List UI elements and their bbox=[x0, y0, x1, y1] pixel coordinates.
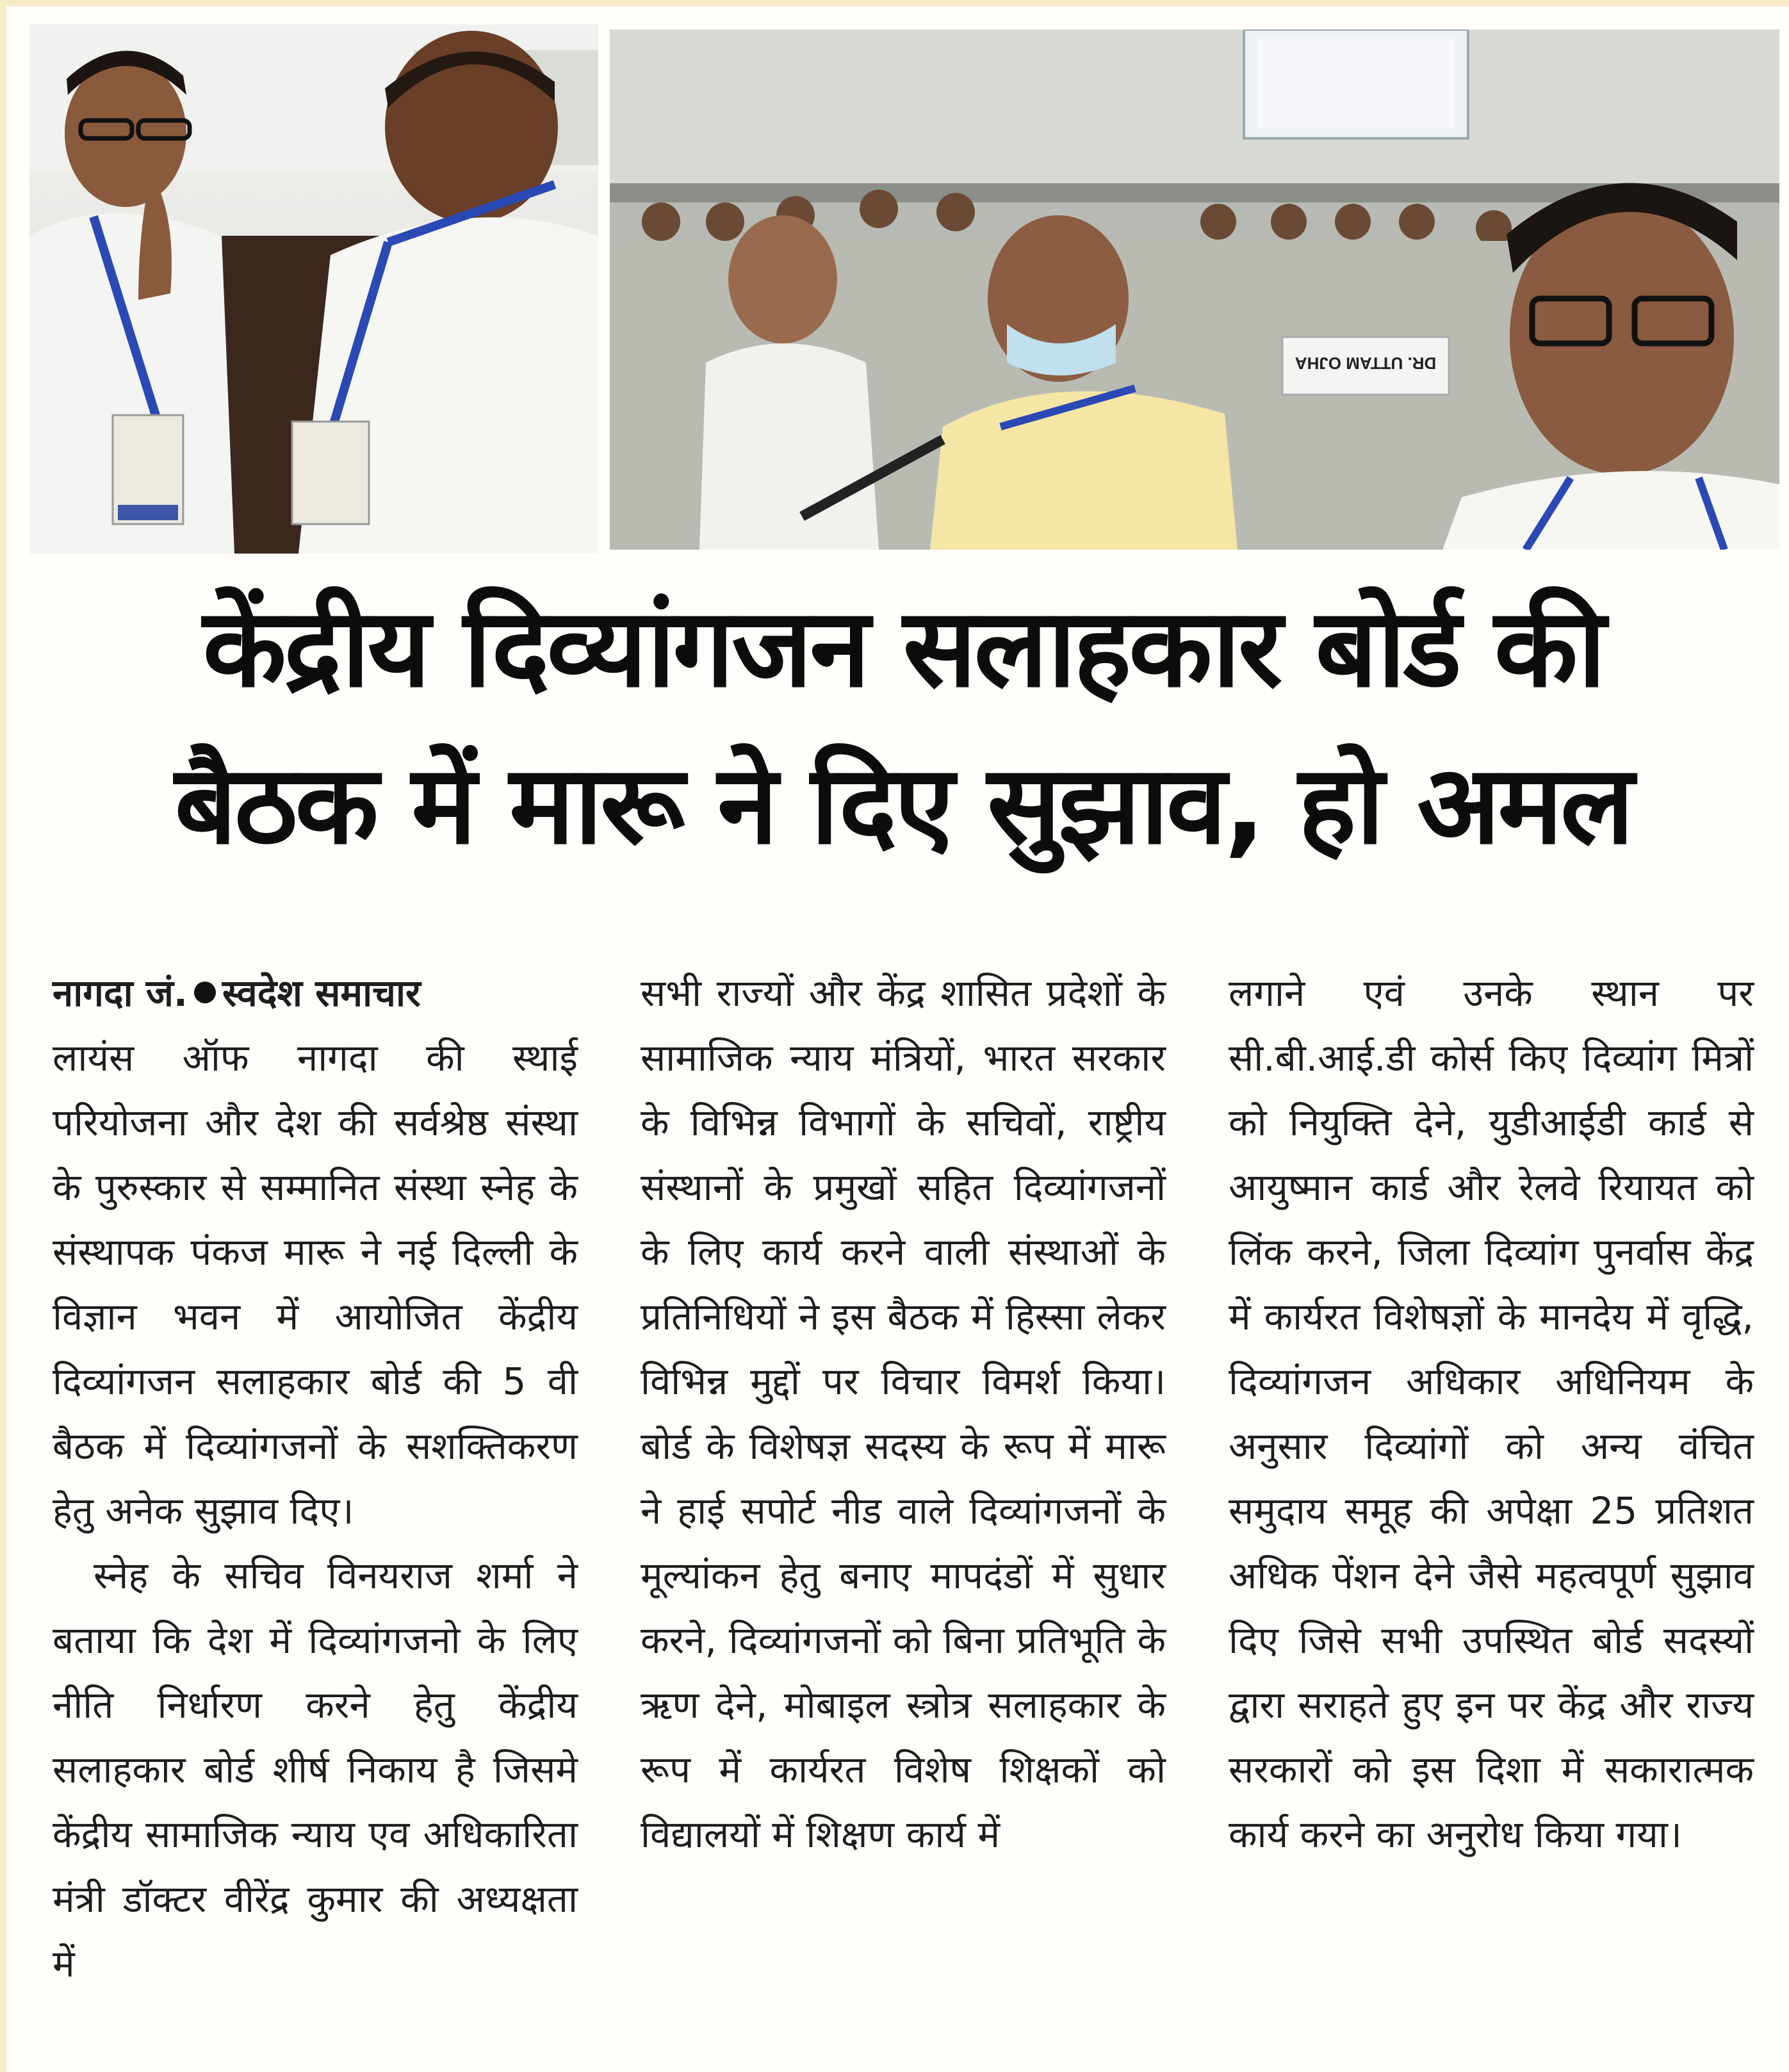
article-column-3 bbox=[1229, 961, 1754, 1867]
photo-greeting-illustration bbox=[29, 24, 598, 554]
photo-conference-illustration bbox=[610, 29, 1779, 550]
dateline-place: नागदा जं. bbox=[53, 971, 188, 1015]
headline-line-2: बैठक में मारू ने दिए सुझाव, हो अमल bbox=[174, 742, 1632, 869]
photo-conference-hall bbox=[610, 29, 1779, 550]
article-column-2 bbox=[641, 961, 1166, 1867]
dateline bbox=[53, 961, 578, 1026]
paragraph-2: स्नेह के सचिव विनयराज शर्मा ने बताया कि देश में दिव्यांगजनो के लिए नीति निर्धारण करने हेतु केंद्रीय सलाहकार बोर्ड शीर्ष निकाय है जिसमे केंद्रीय सामाजिक न्याय एव अधिकारिता मंत्री डॉक्टर वीरेंद्र कुमार की अध्यक्षता में bbox=[53, 1554, 578, 1986]
bullet-icon bbox=[194, 982, 216, 1003]
headline-line-1: केंद्रीय दिव्यांगजन सलाहकार बोर्ड की bbox=[202, 585, 1604, 712]
paragraph-4: लगाने एवं उनके स्थान पर सी.बी.आई.डी कोर्स किए दिव्यांग मित्रों को नियुक्ति देने, युडीआईडी कार्ड से आयुष्मान कार्ड और रेलवे रियायत को लिंक करने, जिला दिव्यांग पुनर्वास केंद्र में कार्यरत विशेषज्ञों के मानदेय में वृद्धि, दिव्यांगजन अधिकार अधिनियम के अनुसार दिव्यांगों को अन्य वंचित समुदाय समूह की अपेक्षा 25 प्रतिशत अधिक पेंशन देने जैसे महत्वपूर्ण सुझाव दिए जिसे सभी उपस्थित बोर्ड सदस्यों द्वारा सराहते हुए इन पर केंद्र और राज्य सरकारों को इस दिशा में सकारात्मक कार्य करने का अनुरोध किया गया। bbox=[1229, 971, 1754, 1856]
photo-greeting bbox=[29, 24, 598, 554]
paragraph-1: लायंस ऑफ नागदा की स्थाई परियोजना और देश की सर्वश्रेष्ठ संस्था के पुरुस्कार से सम्मानित संस्था स्नेह के संस्थापक पंकज मारू ने नई दिल्ली के विज्ञान भवन में आयोजित केंद्रीय दिव्यांगजन सलाहकार बोर्ड की 5 वी बैठक में दिव्यांगजनों के सशक्तिकरण हेतु अनेक सुझाव दिए। bbox=[53, 1036, 578, 1533]
name-plate-text: DR. UTTAM OJHA bbox=[1295, 354, 1437, 373]
paragraph-3: सभी राज्यों और केंद्र शासित प्रदेशों के सामाजिक न्याय मंत्रियों, भारत सरकार के विभिन्न विभागों के सचिवों, राष्ट्रीय संस्थानों के प्रमुखों सहित दिव्यांगजनों के लिए कार्य करने वाली संस्थाओं के प्रतिनिधियों ने इस बैठक में हिस्सा लेकर विभिन्न मुद्दों पर विचार विमर्श किया। बोर्ड के विशेषज्ञ सदस्य के रूप में मारू ने हाई सपोर्ट नीड वाले दिव्यांगजनों के मूल्यांकन हेतु बनाए मापदंडों में सुधार करने, दिव्यांगजनों को बिना प्रतिभूति के ऋण देने, मोबाइल स्त्रोत्र सलाहकार के रूप में कार्यरत विशेष शिक्षकों को विद्यालयों में शिक्षण कार्य में bbox=[641, 971, 1166, 1856]
article-column-1 bbox=[53, 961, 578, 1996]
dateline-source: स्वदेश समाचार bbox=[222, 971, 421, 1015]
headline bbox=[45, 570, 1761, 884]
article-body bbox=[53, 961, 1756, 2063]
